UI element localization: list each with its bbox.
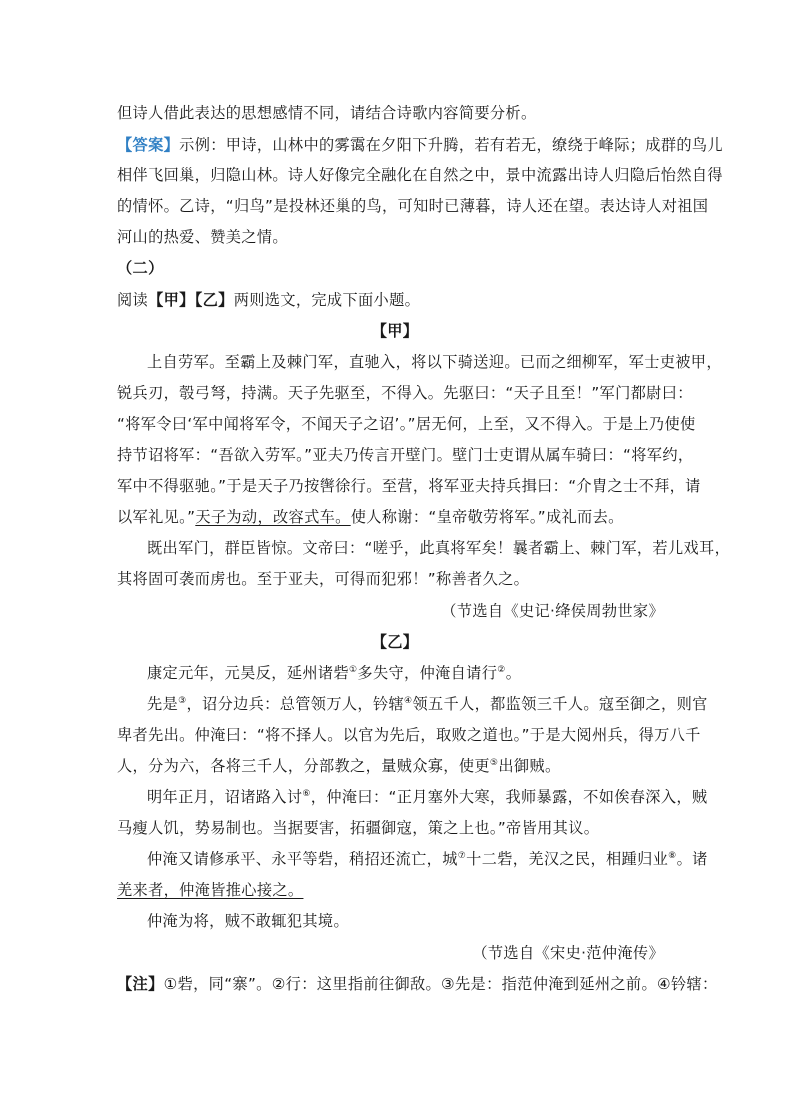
passage-b-line: 先是③，诏分边兵：总管领万人，钤辖④领五千人，都监领三千人。寇至御之，则官	[147, 695, 708, 713]
passage-b-line	[117, 880, 303, 900]
passage-a-source: （节选自《史记·绛侯周勃世家》	[441, 602, 664, 620]
notes-label: 【注】	[117, 975, 164, 993]
passage-a-line: 持节诏将军：“吾欲入劳军。”亚夫乃传言开壁门。壁门士吏谓从属车骑曰：“将军约，	[117, 446, 694, 464]
notes-line: 【注】①砦，同“寨”。②行：这里指前往御敌。③先是：指范仲淹到延州之前。④钤辖：	[117, 975, 718, 993]
passage-b-line: 人，分为六，各将三千人，分部教之，量贼众寡，使更⑤出御贼。	[117, 757, 561, 775]
answer-line-4: 河山的热爱、赞美之情。	[117, 228, 288, 246]
passage-b-title: 【乙】	[371, 633, 419, 651]
passage-a-line: “将军令曰‘军中闻将军令，不闻天子之诏’。”居无何，上至，又不得入。于是上乃使使	[117, 415, 696, 433]
underlined-sentence: 羌来者，仲淹皆推心接之。	[117, 881, 304, 899]
answer-line-1: 【答案】示例：甲诗，山林中的雾霭在夕阳下升腾，若有若无，缭绕于峰际；成群的鸟儿	[117, 136, 723, 154]
passage-a-title: 【甲】	[371, 322, 419, 340]
passage-a-line: 军中不得驱驰。”于是天子乃按辔徐行。至营，将军亚夫持兵揖曰：“介胄之士不拜，请	[117, 477, 701, 495]
passage-a-line: 其将固可袭而虏也。至于亚夫，可得而犯邪！”称善者久之。	[117, 570, 530, 588]
answer-line-2: 相伴飞回巢，归隐山林。诗人好像完全融化在自然之中，景中流露出诗人归隐后怡然自得	[117, 166, 723, 184]
passage-b-line: 卑者先出。仲淹曰：“将不择人。以官为先后，取败之道也。”于是大阅州兵，得万八千	[117, 726, 701, 744]
passage-a-line: 以军礼见。”天子为动，改容式车。使人称谢：“皇帝敬劳将军。”成礼而去。	[117, 508, 624, 526]
answer-label: 【答案】	[117, 136, 180, 154]
passage-a-line: 锐兵刃，彀弓弩，持满。天子先驱至，不得入。先驱曰：“天子且至！”军门都尉曰：	[117, 384, 693, 402]
question-tail: 但诗人借此表达的思想感情不同，请结合诗歌内容简要分析。	[117, 104, 537, 122]
section-heading: （二）	[117, 259, 164, 277]
passage-b-source: （节选自《宋史·范仲淹传》	[472, 944, 664, 962]
underlined-sentence: 天子为动，改容式车。	[195, 508, 351, 526]
passage-b-line: 明年正月，诏诸路入讨⑥，仲淹曰：“正月塞外大寒，我师暴露，不如俟春深入，贼	[147, 788, 708, 806]
section-instruction: 阅读【甲】【乙】两则选文，完成下面小题。	[117, 291, 421, 309]
passage-a-line: 上自劳军。至霸上及棘门军，直驰入，将以下骑送迎。已而之细柳军，军士吏被甲，	[147, 353, 722, 371]
passage-b-line: 康定元年，元昊反，延州诸砦①多失守，仲淹自请行②。	[147, 664, 522, 682]
passage-b-line: 仲淹又请修承平、永平等砦，稍招还流亡，城⑦十二砦，羌汉之民，相踵归业⑧。诸	[147, 850, 708, 868]
answer-line-3: 的情怀。乙诗，“归鸟”是投林还巢的鸟，可知时已薄暮，诗人还在望。表达诗人对祖国	[117, 197, 709, 215]
passage-a-line: 既出军门，群臣皆惊。文帝曰：“嗟乎，此真将军矣！曩者霸上、棘门军，若儿戏耳，	[147, 539, 731, 557]
passage-b-line: 马瘦人饥，势易制也。当据要害，拓疆御寇，策之上也。”帝皆用其议。	[117, 819, 600, 837]
passage-b-line: 仲淹为将，贼不敢辄犯其境。	[147, 912, 349, 930]
